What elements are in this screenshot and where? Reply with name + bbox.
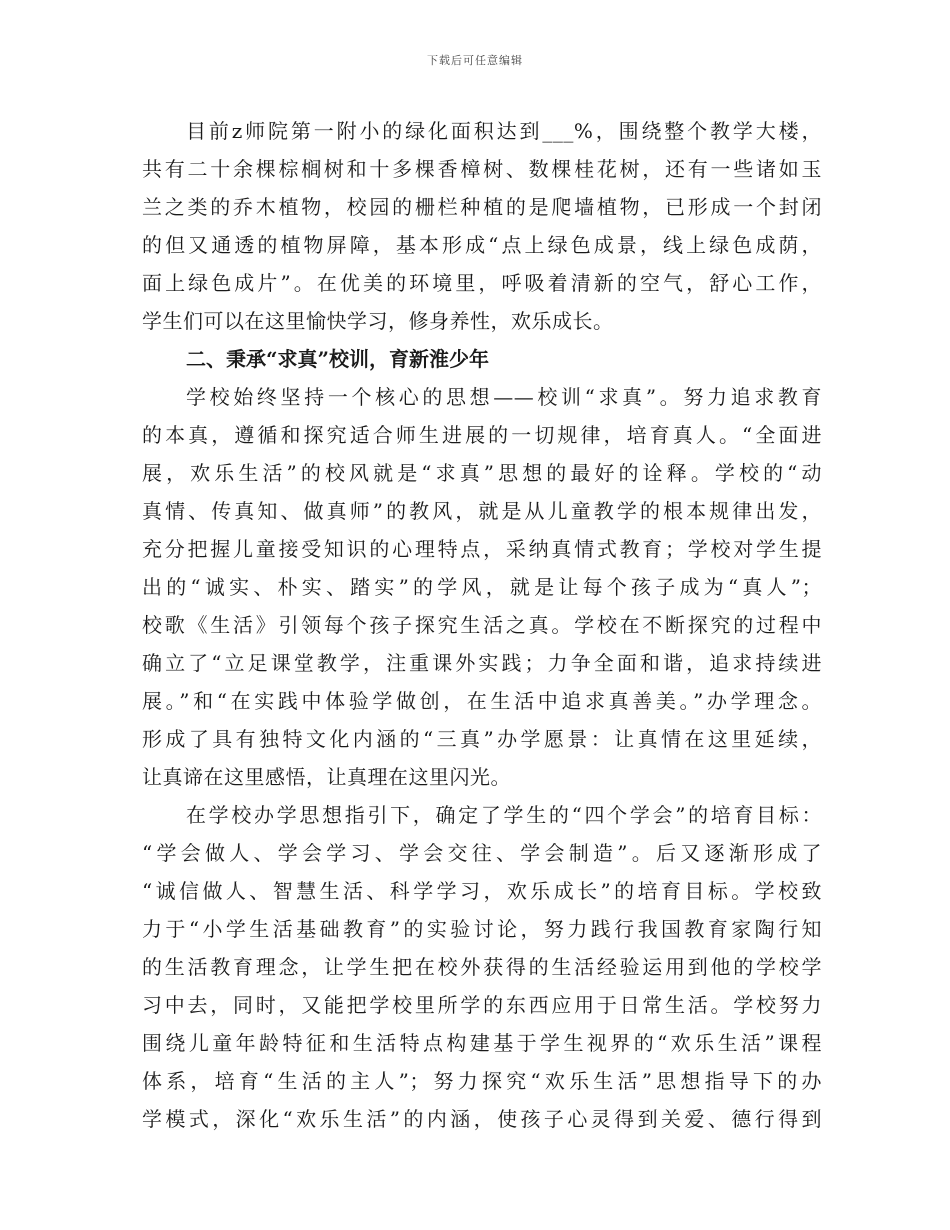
text-line: 学生们可以在这里愉快学习，修身养性，欢乐成长。 (142, 309, 614, 333)
text-line: 让真谛在这里感悟，让真理在这里闪光。 (142, 765, 511, 789)
document-body (142, 112, 822, 1138)
text-line: 的本真，遵循和探究适合师生进展的一切规律，培育真人。“全面进 (142, 423, 822, 447)
text-line: 校歌《生活》引领每个孩子探究生活之真。学校在不断探究的过程中 (142, 613, 822, 637)
text-line: 围绕儿童年龄特征和生活特点构建基于学生视界的“欢乐生活”课程 (142, 1031, 822, 1055)
page-header: 下载后可任意编辑 (427, 54, 523, 67)
text-line: 面上绿色成片”。在优美的环境里，呼吸着清新的空气，舒心工作， (142, 271, 822, 295)
text-line: “学会做人、学会学习、学会交往、学会制造”。后又逐渐形成了 (142, 841, 822, 865)
text-line: 出的“诚实、朴实、踏实”的学风，就是让每个孩子成为“真人”； (142, 575, 822, 599)
text-line: 充分把握儿童接受知识的心理特点，采纳真情式教育；学校对学生提 (142, 537, 822, 561)
text-line: 习中去，同时，又能把学校里所学的东西应用于日常生活。学校努力 (142, 993, 822, 1017)
text-line: 目前z师院第一附小的绿化面积达到___%，围绕整个教学大楼， (186, 119, 822, 143)
text-line: “诚信做人、智慧生活、科学学习，欢乐成长”的培育目标。学校致 (142, 879, 822, 903)
paragraph-school-motto (142, 378, 822, 796)
text-line: 力于“小学生活基础教育”的实验讨论，努力践行我国教育家陶行知 (142, 917, 822, 941)
text-line: 真情、传真知、做真师”的教风，就是从儿童教学的根本规律出发， (142, 499, 822, 523)
text-line: 体系，培育“生活的主人”；努力探究“欢乐生活”思想指导下的办 (142, 1069, 822, 1093)
section-heading: 二、秉承“求真”校训，育新淮少年 (186, 347, 490, 371)
text-line: 确立了“立足课堂教学，注重课外实践；力争全面和谐，追求持续进 (142, 651, 822, 675)
text-line: 形成了具有独特文化内涵的“三真”办学愿景：让真情在这里延续， (142, 727, 822, 751)
text-line: 共有二十余棵棕榈树和十多棵香樟树、数棵桂花树，还有一些诸如玉 (142, 157, 822, 181)
text-line: 展，欢乐生活”的校风就是“求真”思想的最好的诠释。学校的“动 (142, 461, 822, 485)
text-line: 的生活教育理念，让学生把在校外获得的生活经验运用到他的学校学 (142, 955, 822, 979)
text-line: 展。”和“在实践中体验学做创，在生活中追求真善美。”办学理念。 (142, 689, 822, 713)
paragraph-greening (142, 112, 822, 340)
text-line: 兰之类的乔木植物，校园的栅栏种植的是爬墙植物，已形成一个封闭 (142, 195, 822, 219)
text-line: 的但又通透的植物屏障，基本形成“点上绿色成景，线上绿色成荫， (142, 233, 822, 257)
text-line: 学模式，深化“欢乐生活”的内涵，使孩子心灵得到关爱、德行得到 (142, 1107, 822, 1131)
text-line: 学校始终坚持一个核心的思想——校训“求真”。努力追求教育 (186, 385, 822, 409)
text-line: 在学校办学思想指引下，确定了学生的“四个学会”的培育目标： (186, 803, 822, 827)
paragraph-training-goals (142, 796, 822, 1138)
